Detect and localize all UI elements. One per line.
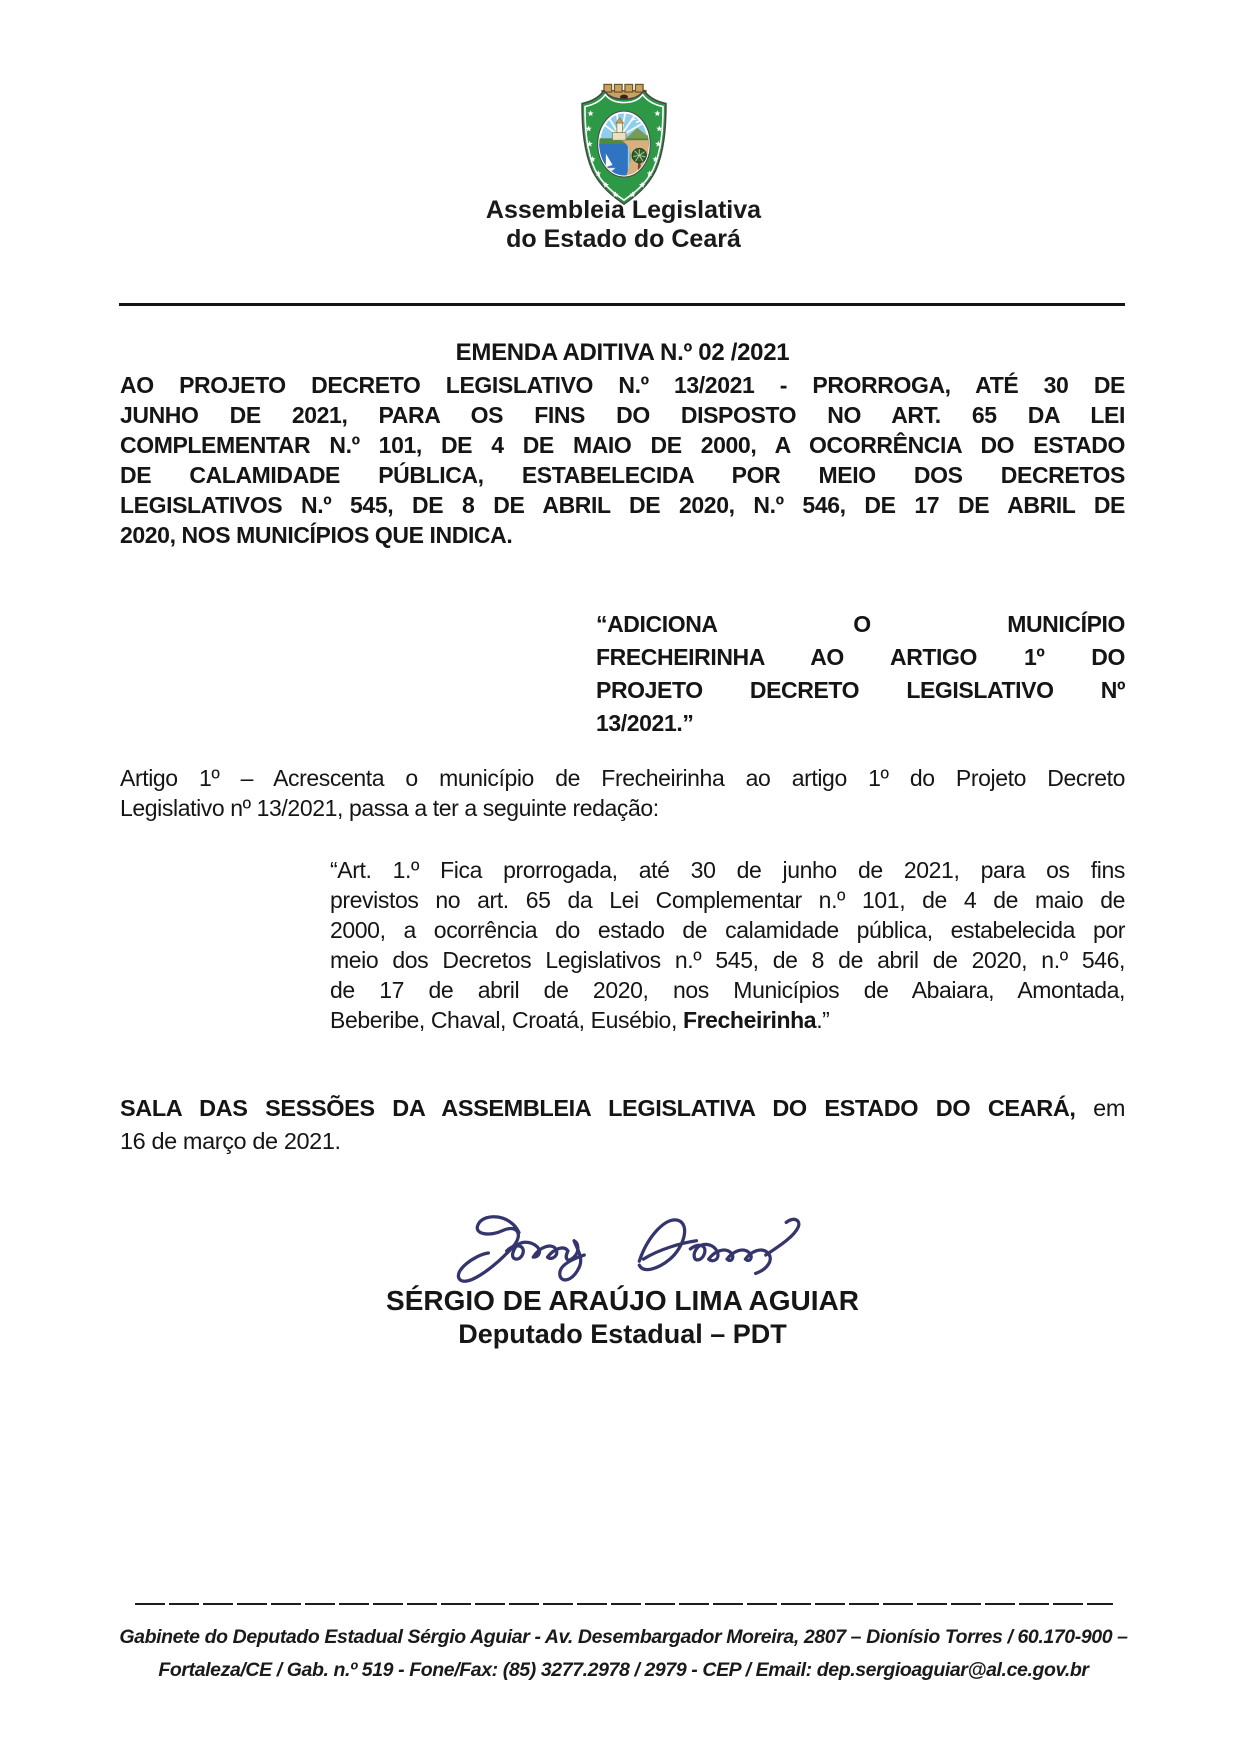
ementa-line: FRECHEIRINHA AO ARTIGO 1º DO: [596, 644, 1125, 670]
ementa-line: 13/2021.”: [596, 710, 694, 736]
ementa-line: “ADICIONA O MUNICÍPIO: [596, 611, 1125, 637]
subject-line: COMPLEMENTAR N.º 101, DE 4 DE MAIO DE 2000, A OCORRÊNCIA DO ESTADO: [120, 432, 1125, 458]
article-paragraph: [120, 763, 1125, 823]
signature-strokes: [458, 1217, 798, 1282]
quote-last-post: .”: [816, 1007, 830, 1033]
org-name-line2: do Estado do Ceará: [506, 225, 741, 253]
page-footer: [0, 1603, 1247, 1687]
footer-line1: Gabinete do Deputado Estadual Sérgio Aguiar - Av. Desembargador Moreira, 2807 – Dionísio Torres / 60.170-900 –: [119, 1626, 1128, 1648]
header-emblem-wrap: [0, 83, 1247, 212]
closing-bold: SALA DAS SESSÕES DA ASSEMBLEIA LEGISLATIVA DO ESTADO DO CEARÁ,: [120, 1095, 1076, 1121]
quote-line-last: [330, 1005, 1125, 1035]
ementa-line: PROJETO DECRETO LEGISLATIVO Nº: [596, 677, 1125, 703]
shield: [582, 91, 666, 205]
footer-text: [0, 1621, 1247, 1687]
signer-role: Deputado Estadual – PDT: [458, 1319, 787, 1349]
article-line: Artigo 1º – Acrescenta o município de Frecheirinha ao artigo 1º do Projeto Decreto: [120, 765, 1125, 791]
ceara-coat-of-arms-icon: [576, 83, 672, 207]
ementa-quote-block: [596, 608, 1125, 740]
subject-line: JUNHO DE 2021, PARA OS FINS DO DISPOSTO NO ART. 65 DA LEI: [120, 402, 1125, 428]
quote-line: “Art. 1.º Fica prorrogada, até 30 de junho de 2021, para os fins: [330, 857, 1125, 883]
quote-last-pre: Beberibe, Chaval, Croatá, Eusébio,: [330, 1007, 683, 1033]
footer-divider: [135, 1603, 1113, 1605]
quote-line: de 17 de abril de 2020, nos Municípios de Abaiara, Amontada,: [330, 977, 1125, 1003]
org-name: [0, 196, 1247, 254]
subject-line: AO PROJETO DECRETO LEGISLATIVO N.º 13/2021 - PRORROGA, ATÉ 30 DE: [120, 372, 1125, 398]
closing-paragraph: [120, 1092, 1125, 1158]
subject-line: 2020, NOS MUNICÍPIOS QUE INDICA.: [120, 522, 513, 548]
org-name-line1: Assembleia Legislativa: [485, 196, 762, 224]
quote-last-bold: Frecheirinha: [682, 1007, 817, 1033]
header-divider: [119, 303, 1125, 306]
footer-line2: Fortaleza/CE / Gab. n.º 519 - Fone/Fax: (85) 3277.2978 / 2979 - CEP / Email: dep.sergioaguiar@al.ce.gov.br: [158, 1659, 1089, 1681]
quote-line: 2000, a ocorrência do estado de calamidade pública, estabelecida por: [330, 917, 1125, 943]
article-quote-block: [330, 855, 1125, 1035]
article-line: Legislativo nº 13/2021, passa a ter a seguinte redação:: [120, 795, 659, 821]
subject-line: LEGISLATIVOS N.º 545, DE 8 DE ABRIL DE 2020, N.º 546, DE 17 DE ABRIL DE: [120, 492, 1125, 518]
quote-line: meio dos Decretos Legislativos n.º 545, de 8 de abril de 2020, n.º 546,: [330, 947, 1125, 973]
document-title: EMENDA ADITIVA N.º 02 /2021: [455, 339, 790, 366]
closing-line1: [120, 1092, 1125, 1125]
signer-name: SÉRGIO DE ARAÚJO LIMA AGUIAR: [386, 1285, 859, 1316]
closing-date: 16 de março de 2021.: [120, 1128, 341, 1154]
quote-line: previstos no art. 65 da Lei Complementar n.º 101, de 4 de maio de: [330, 887, 1125, 913]
closing-regular: em: [1075, 1095, 1125, 1121]
document-body: [120, 336, 1125, 1351]
subject-line: DE CALAMIDADE PÚBLICA, ESTABELECIDA POR MEIO DOS DECRETOS: [120, 462, 1125, 488]
signature-area: [120, 1202, 1125, 1351]
subject-paragraph: [120, 370, 1125, 550]
